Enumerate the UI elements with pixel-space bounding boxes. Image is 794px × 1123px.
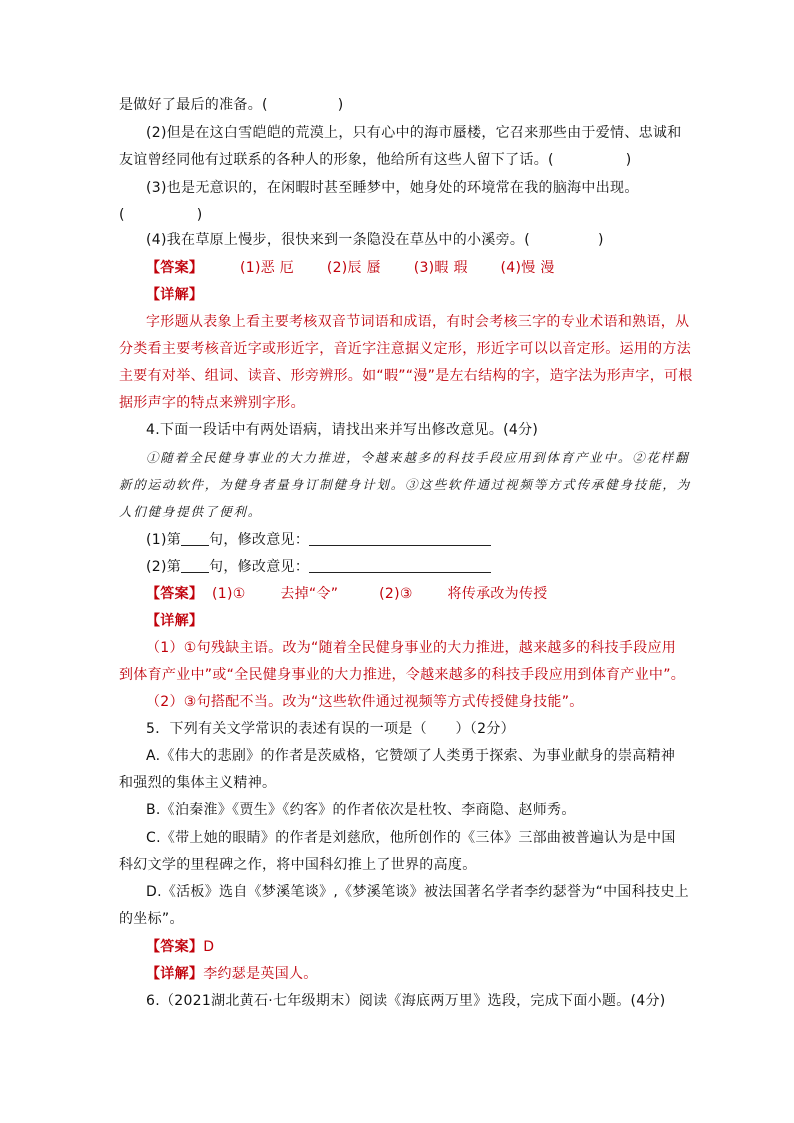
fill-label: 句，修改意见： — [209, 532, 310, 548]
q5-option-c-cont: 科幻文学的里程碑之作，将中国科幻推上了世界的高度。 — [119, 857, 477, 873]
q5-option-a-cont: 和强烈的集体主义精神。 — [119, 775, 277, 791]
q3-detail-line: 字形题从表象上看主要考核双音节词语和成语，有时会考核三字的专业术语和熟语，从 — [146, 314, 690, 330]
q6-stem: 6.（2021湖北黄石·七年级期末）阅读《海底两万里》选段，完成下面小题。(4分) — [146, 993, 666, 1009]
q5-detail-row — [146, 964, 318, 984]
q5-option-d: D.《活板》选自《梦溪笔谈》,《梦溪笔谈》被法国著名学者李约瑟誉为“中国科技史上 — [146, 884, 689, 900]
q5-option-a: A.《伟大的悲剧》的作者是茨威格，它赞颂了人类勇于探索、为事业献身的崇高精神 — [146, 748, 676, 764]
q4-detail-line: （2）③句搭配不当。改为“这些软件通过视频等方式传授健身技能”。 — [146, 694, 584, 710]
q4-fill-1 — [146, 530, 491, 550]
q3-detail-line: 分类看主要考核音近字或形近字，音近字注意据义定形，形近字可以以音定形。运用的方法 — [119, 341, 691, 357]
q3-sentence1-tail — [119, 95, 344, 115]
q3-sentence3-line2 — [119, 205, 203, 225]
detail-tag: 【详解】 — [146, 287, 204, 303]
q5-option-c: C.《带上她的眼睛》的作者是刘慈欣，他所创作的《三体》三部曲被普遍认为是中国 — [146, 830, 676, 846]
q3-sentence2-line2 — [119, 150, 632, 170]
answer-tag: 【答案】 — [146, 939, 204, 955]
q5-option-b: B.《泊秦淮》《贾生》《约客》的作者依次是杜牧、李商隐、赵师秀。 — [146, 802, 576, 818]
answer-tag: 【答案】 — [146, 586, 204, 602]
q3-sentence4-text: (4)我在草原上慢步，很快来到一条隐没在草丛中的小溪旁。( — [146, 232, 530, 248]
q4-answer-2-fix: 将传承改为传授 — [447, 586, 548, 602]
q3-sentence1-bracket: ) — [337, 97, 344, 113]
detail-tag: 【详解】 — [146, 613, 204, 629]
q4-answer-1-fix: 去掉“令” — [280, 586, 339, 602]
q3-sentence2-bracket: ) — [625, 152, 632, 168]
q3-sentence4-bracket: ) — [598, 232, 604, 248]
q3-answer-3: (3)暇 瑕 — [413, 260, 468, 276]
sentence-number-blank[interactable] — [181, 531, 209, 546]
q4-passage-line: 人们健身提供了便利。 — [119, 504, 263, 519]
sentence-number-blank[interactable] — [181, 558, 209, 573]
detail-tag: 【详解】 — [146, 966, 204, 982]
q4-fill-2 — [146, 557, 491, 577]
q4-detail-line: 到体育产业中”或“全民健身事业的大力推进，令越来越多的科技手段应用到体育产业中”。 — [119, 667, 686, 683]
q5-detail: 李约瑟是英国人。 — [203, 966, 318, 982]
answer-tag: 【答案】 — [146, 260, 204, 276]
q3-sentence4 — [146, 230, 604, 250]
q3-sentence3-bracket-close: ) — [196, 207, 203, 223]
q4-answer-1-sentence: (1)① — [211, 586, 246, 602]
q3-sentence2-line1: (2)但是在这白雪皑皑的荒漠上，只有心中的海市蜃楼，它召来那些由于爱情、忠诚和 — [146, 125, 682, 141]
q3-detail-line: 据形声字的特点来辨别字形。 — [119, 395, 305, 411]
q3-answer-row — [146, 258, 555, 278]
q3-sentence3-bracket-open: ( — [119, 207, 125, 223]
q3-sentence1-text: 是做好了最后的准备。( — [119, 97, 268, 113]
q4-answer-2-sentence: (2)③ — [379, 586, 413, 602]
q3-answer-2: (2)辰 蜃 — [326, 260, 381, 276]
q3-sentence2-text: 友谊曾经同他有过联系的各种人的形象，他给所有这些人留下了话。( — [119, 152, 554, 168]
fill-label: (2)第 — [146, 559, 182, 575]
q4-stem: 4.下面一段话中有两处语病，请找出来并写出修改意见。(4分) — [146, 422, 539, 438]
q3-detail-line: 主要有对举、组词、读音、形旁辨形。如“暇”“漫”是左右结构的字，造字法为形声字，可根 — [119, 368, 693, 384]
q3-sentence3-line1: (3)也是无意识的，在闲暇时甚至睡梦中，她身处的环境常在我的脑海中出现。 — [146, 180, 639, 196]
q5-answer-row — [146, 937, 214, 957]
fill-label: (1)第 — [146, 532, 182, 548]
fill-label: 句，修改意见： — [209, 559, 310, 575]
q3-answer-4: (4)慢 漫 — [500, 260, 555, 276]
q4-answer-row — [146, 584, 548, 604]
q4-detail-line: （1）①句残缺主语。改为“随着全民健身事业的大力推进，越来越多的科技手段应用 — [146, 640, 677, 656]
q5-answer: D — [203, 939, 215, 955]
q5-option-d-cont: 的坐标”。 — [119, 911, 184, 927]
q4-passage-line: 新的运动软件，为健身者量身订制健身计划。③这些软件通过视频等方式传承健身技能，为 — [119, 477, 692, 492]
q4-passage-line: ①随着全民健身事业的大力推进，令越来越多的科技手段应用到体育产业中。②花样翻 — [146, 450, 690, 465]
q3-answer-1: (1)恶 厄 — [239, 260, 295, 276]
revision-blank[interactable] — [309, 531, 491, 546]
revision-blank[interactable] — [309, 558, 491, 573]
q5-stem: 5．下列有关文学常识的表述有误的一项是（ ）（2分） — [146, 721, 515, 737]
